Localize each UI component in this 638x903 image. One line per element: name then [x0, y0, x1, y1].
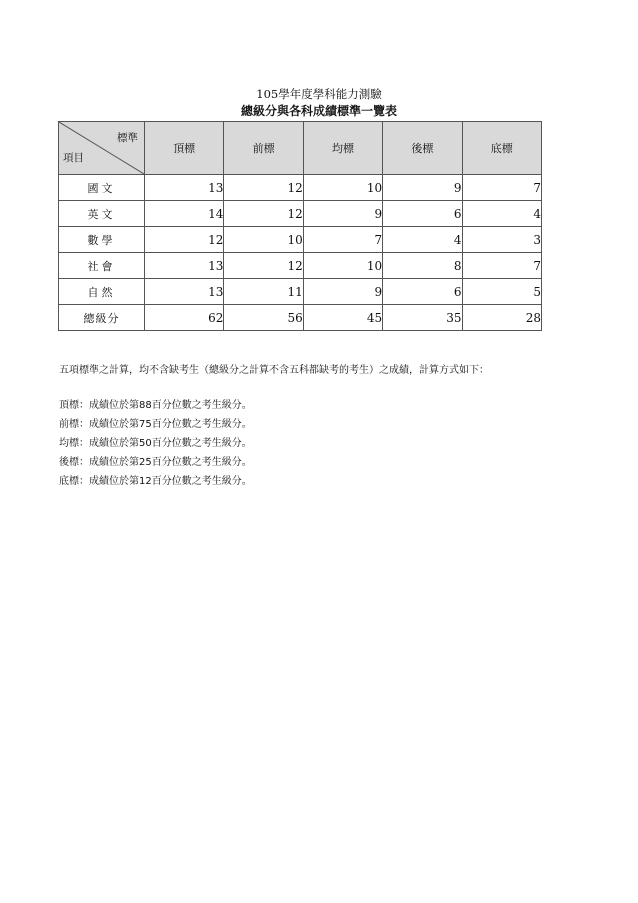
- corner-cell: [59, 122, 145, 175]
- header-average: 均標: [303, 122, 382, 175]
- table-row: [59, 175, 542, 201]
- table-row-total: [59, 305, 542, 331]
- value-cell: 11: [224, 279, 303, 305]
- subject-cell: 自然: [59, 279, 145, 305]
- value-cell: 35: [383, 305, 462, 331]
- value-cell: 6: [383, 279, 462, 305]
- value-cell: 4: [462, 201, 541, 227]
- table-row: [59, 279, 542, 305]
- value-cell: 3: [462, 227, 541, 253]
- value-cell: 5: [462, 279, 541, 305]
- subject-cell: 國文: [59, 175, 145, 201]
- value-cell: 14: [145, 201, 224, 227]
- value-cell: 12: [224, 175, 303, 201]
- value-cell: 10: [303, 253, 382, 279]
- table-row: [59, 227, 542, 253]
- value-cell: 7: [303, 227, 382, 253]
- value-cell: 10: [224, 227, 303, 253]
- value-cell: 62: [145, 305, 224, 331]
- header-top: 頂標: [145, 122, 224, 175]
- header-row: [59, 122, 542, 175]
- value-cell: 13: [145, 175, 224, 201]
- subject-cell: 數學: [59, 227, 145, 253]
- title-line-1: 105學年度學科能力測驗: [256, 87, 382, 101]
- notes-intro: 五項標準之計算，均不含缺考生（總級分之計算不含五科都缺考的考生）之成績，計算方式如下：: [59, 365, 489, 376]
- value-cell: 13: [145, 279, 224, 305]
- value-cell: 9: [303, 279, 382, 305]
- value-cell: 4: [383, 227, 462, 253]
- table-row: [59, 253, 542, 279]
- subject-cell: 英文: [59, 201, 145, 227]
- subject-cell: 社會: [59, 253, 145, 279]
- value-cell: 12: [224, 253, 303, 279]
- header-front: 前標: [224, 122, 303, 175]
- header-back: 後標: [383, 122, 462, 175]
- value-cell: 45: [303, 305, 382, 331]
- value-cell: 56: [224, 305, 303, 331]
- value-cell: 6: [383, 201, 462, 227]
- note-bottom-standard: 底標：成績位於第12百分位數之考生級分。: [59, 476, 252, 487]
- corner-label-item: 項目: [63, 152, 84, 164]
- note-top-standard: 頂標：成績位於第88百分位數之考生級分。: [59, 400, 252, 411]
- title-line-2: 總級分與各科成績標準一覽表: [240, 104, 397, 118]
- value-cell: 13: [145, 253, 224, 279]
- header-bottom: 底標: [462, 122, 541, 175]
- table-row: [59, 201, 542, 227]
- value-cell: 8: [383, 253, 462, 279]
- value-cell: 9: [383, 175, 462, 201]
- subject-cell: 總級分: [59, 305, 145, 331]
- value-cell: 7: [462, 253, 541, 279]
- value-cell: 28: [462, 305, 541, 331]
- value-cell: 12: [224, 201, 303, 227]
- note-average-standard: 均標：成績位於第50百分位數之考生級分。: [59, 438, 252, 449]
- score-standards-table: [58, 121, 542, 331]
- value-cell: 9: [303, 201, 382, 227]
- value-cell: 7: [462, 175, 541, 201]
- corner-label-standard: 標準: [117, 132, 138, 144]
- note-back-standard: 後標：成績位於第25百分位數之考生級分。: [59, 457, 252, 468]
- value-cell: 12: [145, 227, 224, 253]
- value-cell: 10: [303, 175, 382, 201]
- note-front-standard: 前標：成績位於第75百分位數之考生級分。: [59, 419, 252, 430]
